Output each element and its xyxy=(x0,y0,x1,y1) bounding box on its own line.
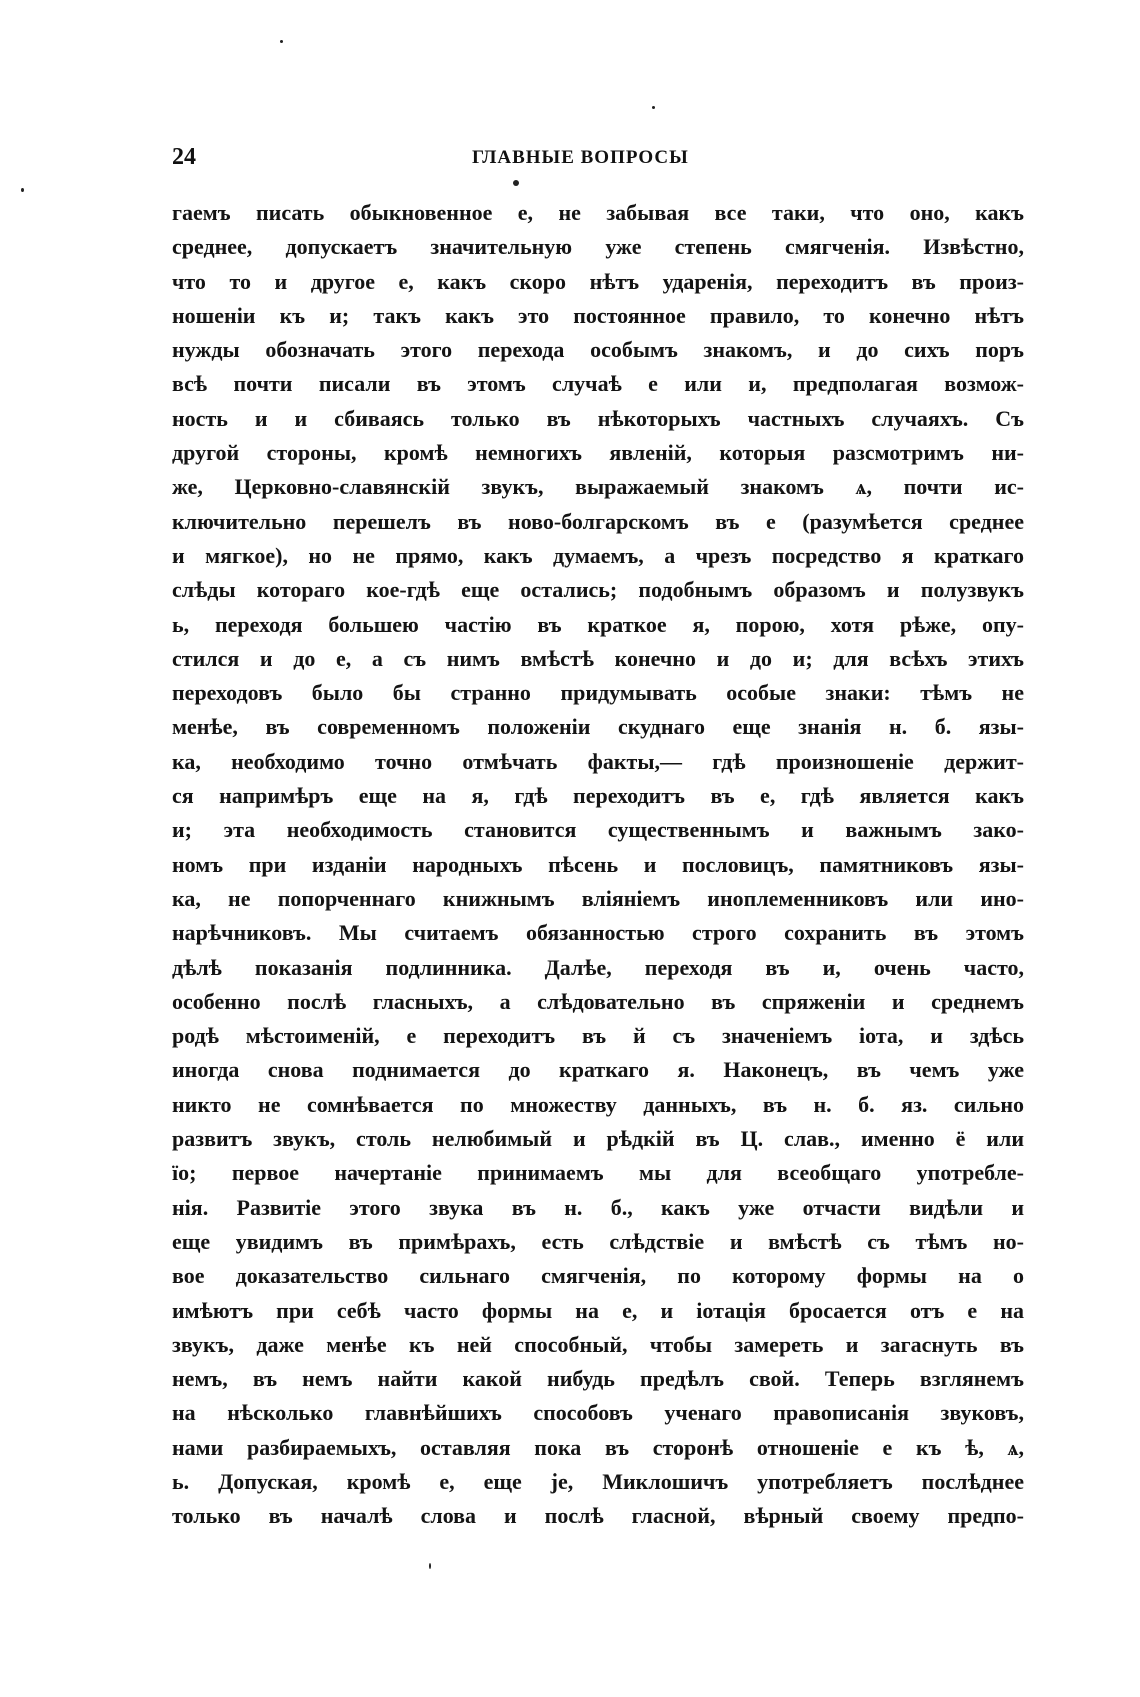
scan-speck xyxy=(21,188,24,192)
text-line: развитъ звукъ, столь нелюбимый и рѣдкій въ Ц. слав., именно ё или xyxy=(172,1126,1024,1152)
text-line: ношеніи къ и; такъ какъ это постоянное правило, то конечно нѣтъ xyxy=(172,302,1024,328)
scan-speck xyxy=(513,180,519,186)
text-line: нія. Развитіе этого звука въ н. б., какъ уже отчасти видѣли и xyxy=(172,1194,1024,1220)
text-line: слѣды котораго кое-гдѣ еще остались; подобнымъ образомъ и полузвукъ xyxy=(172,577,1024,603)
text-line: что то и другое е, какъ скоро нѣтъ ударенія, переходитъ въ произ- xyxy=(172,268,1024,294)
text-line: всѣ почти писали въ этомъ случаѣ е или и, предполагая возмож- xyxy=(172,371,1024,397)
text-line: никто не сомнѣвается по множеству данныхъ, въ н. б. яз. сильно xyxy=(172,1091,1024,1117)
text-line: другой стороны, кромѣ немногихъ явленій, которыя разсмотримъ ни- xyxy=(172,440,1024,466)
text-line: только въ началѣ слова и послѣ гласной, вѣрный своему предпо- xyxy=(172,1503,1024,1529)
text-line: номъ при изданіи народныхъ пѣсень и пословицъ, памятниковъ язы- xyxy=(172,851,1024,877)
text-line: родѣ мѣстоименій, е переходитъ въ й съ значеніемъ іота, и здѣсь xyxy=(172,1023,1024,1049)
text-line: же, Церковно-славянскій звукъ, выражаемый знакомъ ѧ, почти ис- xyxy=(172,474,1024,500)
text-line: вое доказательство сильнаго смягченія, по которому формы на о xyxy=(172,1263,1024,1289)
text-line: ность и и сбиваясь только въ нѣкоторыхъ частныхъ случаяхъ. Съ xyxy=(172,405,1024,431)
text-line: иногда снова поднимается до краткаго я. Наконецъ, въ чемъ уже xyxy=(172,1057,1024,1083)
running-head: ГЛАВНЫЕ ВОПРОСЫ xyxy=(472,147,689,168)
text-line: особенно послѣ гласныхъ, а слѣдовательно въ спряженіи и среднемъ xyxy=(172,988,1024,1014)
text-line: имѣютъ при себѣ часто формы на е, и іотація бросается отъ е на xyxy=(172,1297,1024,1323)
page-number: 24 xyxy=(172,144,196,170)
text-line: ïo; первое начертаніе принимаемъ мы для всеобщаго употребле- xyxy=(172,1160,1024,1186)
text-line: среднее, допускаетъ значительную уже степень смягченія. Извѣстно, xyxy=(172,234,1024,260)
text-line: нами разбираемыхъ, оставляя пока въ сторонѣ отношеніе е къ ѣ, ѧ, xyxy=(172,1434,1024,1460)
text-line: ь, переходя большею частію въ краткое я, порою, хотя рѣже, опу- xyxy=(172,611,1024,637)
text-line: ка, необходимо точно отмѣчать факты,— гдѣ произношеніе держит- xyxy=(172,748,1024,774)
text-line: еще увидимъ въ примѣрахъ, есть слѣдствіе и вмѣстѣ съ тѣмъ но- xyxy=(172,1228,1024,1254)
text-line: и мягкое), но не прямо, какъ думаемъ, а чрезъ посредство я краткаго xyxy=(172,542,1024,568)
text-line: переходовъ было бы странно придумывать особые знаки: тѣмъ не xyxy=(172,680,1024,706)
scan-speck xyxy=(429,1563,431,1569)
text-line: нужды обозначать этого перехода особымъ знакомъ, и до сихъ поръ xyxy=(172,337,1024,363)
page-header xyxy=(172,142,1024,176)
text-line: дѣлѣ показанія подлинника. Далѣе, переходя въ и, очень часто, xyxy=(172,954,1024,980)
text-line: гаемъ писать обыкновенное е, не забывая все таки, что оно, какъ xyxy=(172,200,1024,225)
text-line: немъ, въ немъ найти какой нибудь предѣлъ свой. Теперь взглянемъ xyxy=(172,1366,1024,1392)
text-line: менѣе, въ современномъ положеніи скуднаго еще знанія н. б. язы- xyxy=(172,714,1024,740)
body-text xyxy=(172,196,1024,1534)
scan-speck xyxy=(652,106,655,109)
text-line: и; эта необходимость становится существеннымъ и важнымъ зако- xyxy=(172,817,1024,843)
text-line: нарѣчниковъ. Мы считаемъ обязанностью строго сохранить въ этомъ xyxy=(172,920,1024,946)
scan-speck xyxy=(280,40,283,43)
text-line: звукъ, даже менѣе къ ней способный, чтобы замереть и загаснуть въ xyxy=(172,1331,1024,1357)
text-line: на нѣсколько главнѣйшихъ способовъ ученаго правописанія звуковъ, xyxy=(172,1400,1024,1426)
text-line: стился и до е, а съ нимъ вмѣстѣ конечно и до и; для всѣхъ этихъ xyxy=(172,645,1024,671)
text-line: ь. Допуская, кромѣ е, еще је, Миклошичъ употребляетъ послѣднее xyxy=(172,1468,1024,1494)
text-line: ся напримѣръ еще на я, гдѣ переходитъ въ е, гдѣ является какъ xyxy=(172,783,1024,809)
text-line: ключительно перешелъ въ ново-болгарскомъ въ е (разумѣется среднее xyxy=(172,508,1024,534)
text-line: ка, не попорченнаго книжнымъ вліяніемъ иноплеменниковъ или ино- xyxy=(172,885,1024,911)
